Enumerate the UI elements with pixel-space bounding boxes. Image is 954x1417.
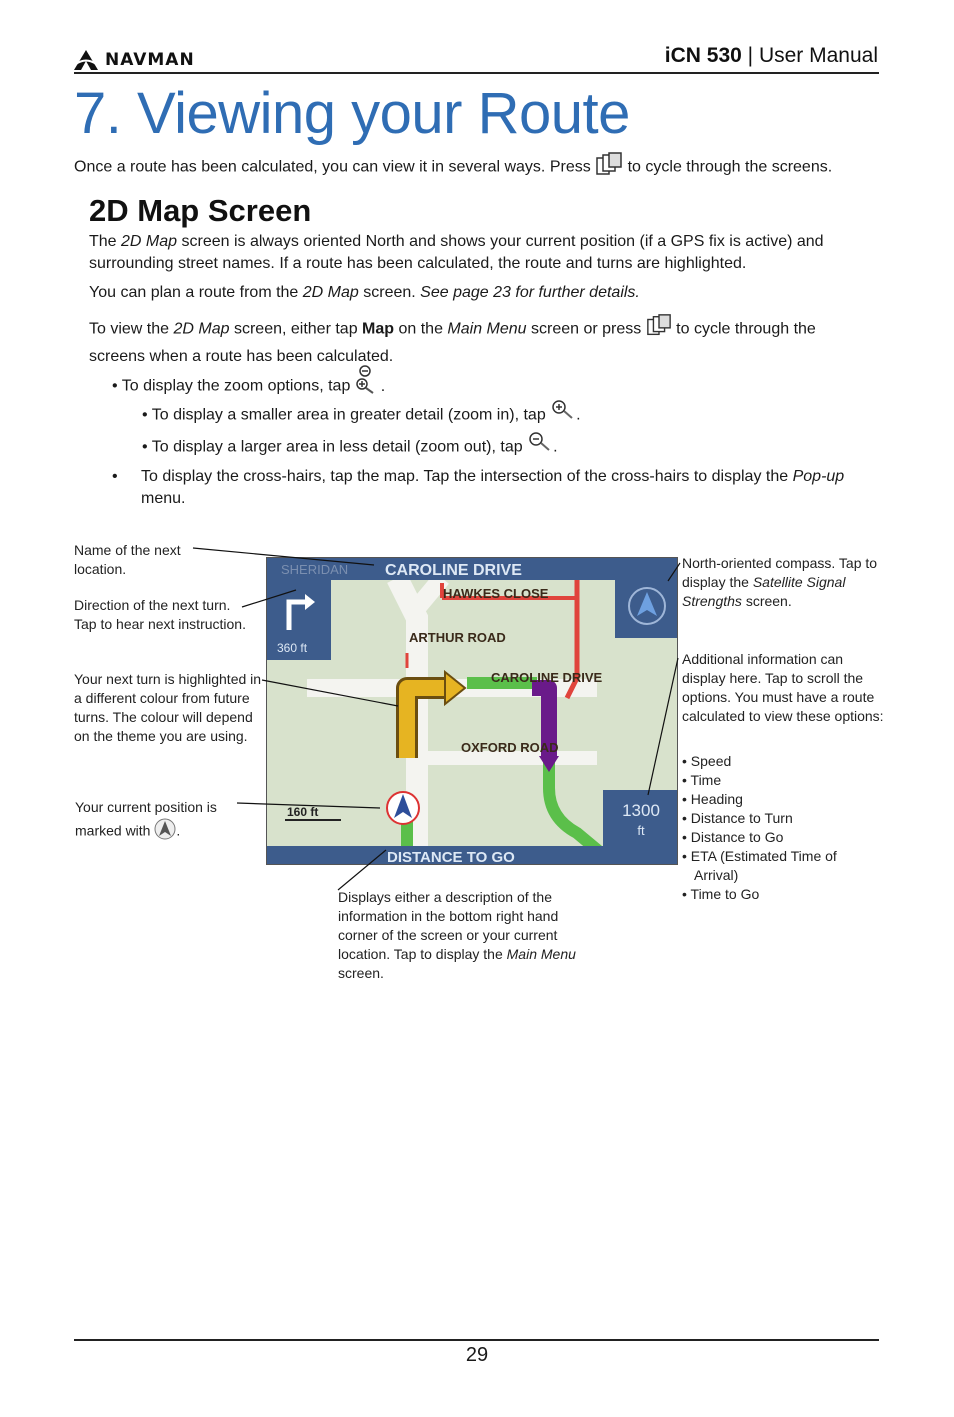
callout-bottom-bar — [338, 888, 600, 983]
option-heading: • Heading — [682, 791, 743, 807]
option-distance-to-go: • Distance to Go — [682, 829, 784, 845]
p3-italic: 2D Map — [173, 320, 230, 338]
map-scale: 160 ft — [287, 805, 319, 819]
bullet-zoom-in — [142, 405, 581, 426]
crosshairs-text-a: To display the cross-hairs, tap the map. Tap the intersection of the cross-hairs to display the — [141, 468, 793, 485]
section-title: 2D Map Screen — [89, 193, 312, 228]
zoom-out-text: • To display a larger area in less detail (zoom out), tap — [142, 438, 528, 456]
footer-rule — [74, 1339, 879, 1341]
crosshairs-text-b: menu. — [141, 490, 186, 507]
cycle-screens-icon — [595, 152, 623, 183]
p2-text-b: screen. — [358, 284, 421, 301]
p3-bold-map: Map — [362, 320, 395, 338]
paragraph-2 — [89, 282, 869, 304]
cycle-screens-icon — [646, 313, 672, 346]
zoom-out-icon — [527, 437, 553, 458]
p3-italic-2: Main Menu — [447, 320, 527, 338]
bullet-crosshairs — [112, 466, 872, 510]
option-time: • Time — [682, 772, 722, 788]
intro-before: Once a route has been calculated, you can view it in several ways. Press — [74, 158, 596, 176]
map-street-arthur: ARTHUR ROAD — [409, 630, 506, 645]
bottom-text-b: screen. — [338, 965, 384, 981]
model-name: iCN 530 — [664, 44, 742, 67]
paragraph-1 — [89, 231, 869, 275]
bottom-italic: Main Menu — [506, 946, 576, 962]
callout-options-list — [682, 752, 882, 904]
header-separator: | — [741, 44, 759, 67]
option-speed: • Speed — [682, 753, 732, 769]
zoom-in-period: . — [576, 406, 581, 424]
p1-text-a: The — [89, 233, 122, 250]
position-text-a: Your current position is marked with — [75, 799, 217, 839]
position-text-b: . — [176, 822, 181, 839]
zoom-options-text: • To display the zoom options, tap — [112, 377, 355, 395]
brand-name: NAVMAN — [105, 50, 195, 70]
p3-text-b: screen, either tap — [229, 320, 363, 338]
callout-next-turn: Direction of the next turn. Tap to hear next instruction. — [74, 597, 246, 632]
crosshairs-italic: Pop-up — [792, 468, 845, 485]
header-title — [665, 44, 878, 68]
p3-text-d: screen or press — [526, 320, 646, 338]
option-distance-to-turn: • Distance to Turn — [682, 810, 793, 826]
compass-text-a: North-oriented compass. Tap to display the — [682, 555, 878, 590]
map-canvas[interactable] — [267, 558, 678, 865]
compass-text-b: screen. — [741, 593, 792, 609]
intro-text — [74, 152, 832, 183]
position-marker-icon — [154, 818, 176, 846]
map-screenshot[interactable] — [266, 557, 678, 865]
p1-italic: 2D Map — [121, 233, 178, 250]
map-bottom-bar[interactable]: DISTANCE TO GO — [387, 849, 515, 865]
navman-logo — [73, 48, 195, 72]
callout-highlighted-turn: Your next turn is highlighted in a different colour from future turns. The colour will depend on the theme you are using. — [74, 671, 262, 744]
zoom-in-icon — [550, 405, 576, 426]
intro-after: to cycle through the screens. — [623, 158, 833, 176]
map-street-hawkes: HAWKES CLOSE — [443, 586, 549, 601]
p1-text-b: screen is always oriented North and shows your current position (if a GPS fix is active) and surrounding street names. If a route has been calculated, the route and turns are highlighted. — [89, 233, 824, 272]
map-turn-distance[interactable]: 360 ft — [277, 641, 308, 655]
bottom-text-a: Displays either a description of the information in the bottom right hand corner of the screen or your current location. Tap to display the — [338, 889, 559, 962]
crosshairs-text — [141, 466, 872, 510]
p3-text-e: to cycle through the screens when a route has been calculated. — [89, 320, 816, 365]
manual-label: User Manual — [758, 44, 878, 67]
map-street-caroline: CAROLINE DRIVE — [491, 670, 603, 685]
callout-additional-info: Additional information can display here. Tap to scroll the options. You must have a route calculated to view these options: — [682, 651, 884, 724]
chapter-title: 7. Viewing your Route — [74, 81, 630, 146]
bullet-zoom-options — [112, 374, 385, 399]
callout-current-position — [75, 796, 245, 846]
p2-italic-2: See page 23 for further details. — [420, 284, 640, 301]
map-info-value[interactable]: 1300 — [622, 801, 660, 820]
header-rule — [74, 72, 879, 74]
page-number: 29 — [465, 1344, 489, 1366]
zoom-in-text: • To display a smaller area in greater detail (zoom in), tap — [142, 406, 551, 424]
map-street-oxford: OXFORD ROAD — [461, 740, 559, 755]
zoom-options-icon — [355, 374, 377, 399]
map-street-faded: SHERIDAN — [281, 562, 349, 577]
p3-text-c: on the — [394, 320, 448, 338]
navman-logo-icon — [73, 49, 99, 71]
option-eta: • ETA (Estimated Time of — [682, 848, 837, 864]
p2-italic: 2D Map — [302, 284, 359, 301]
zoom-out-period: . — [553, 438, 558, 456]
compass-italic: Satellite Signal Strengths — [682, 574, 846, 609]
map-info-unit[interactable]: ft — [637, 823, 645, 838]
map-next-location[interactable]: CAROLINE DRIVE — [385, 562, 522, 579]
callout-compass — [682, 554, 882, 611]
option-eta-cont: Arrival) — [694, 867, 739, 883]
crosshairs-bullet: • — [112, 468, 118, 485]
paragraph-3 — [89, 313, 869, 368]
p3-text-a: To view the — [89, 320, 174, 338]
zoom-options-period: . — [380, 377, 386, 395]
callout-next-location: Name of the next location. — [74, 542, 181, 577]
bullet-zoom-out — [142, 437, 558, 458]
p2-text-a: You can plan a route from the — [89, 284, 303, 301]
option-time-to-go: • Time to Go — [682, 886, 760, 902]
